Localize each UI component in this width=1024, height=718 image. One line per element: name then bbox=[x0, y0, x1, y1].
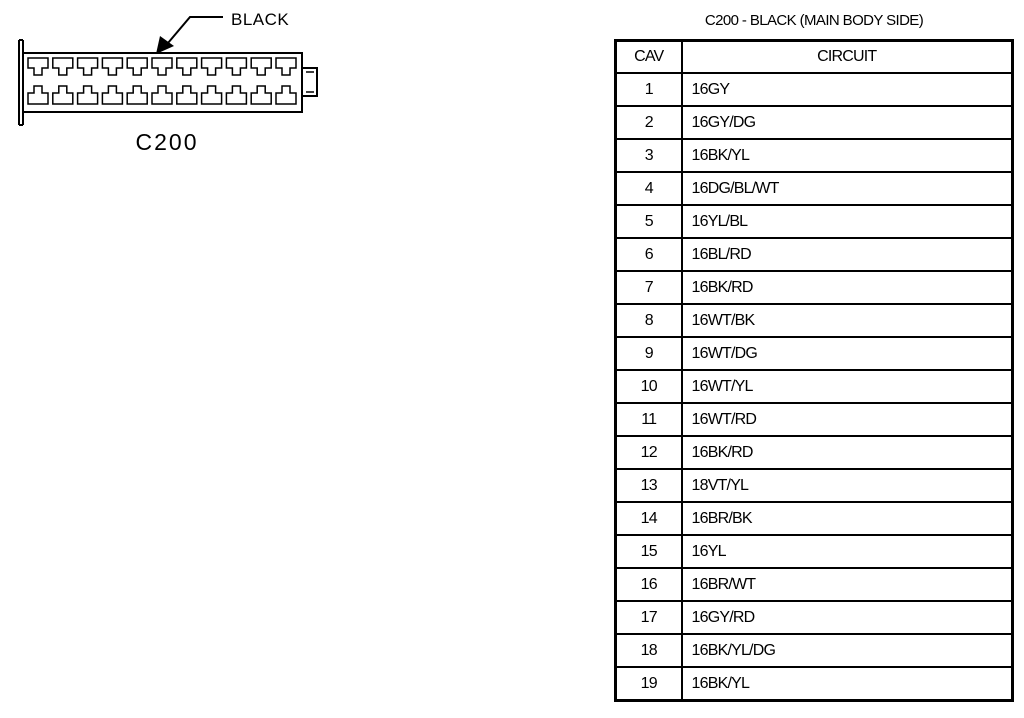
cavity-number: 4 bbox=[616, 172, 682, 205]
circuit-code: 16GY/DG bbox=[682, 106, 1013, 139]
table-row bbox=[616, 568, 1013, 601]
terminal-cavity bbox=[127, 58, 147, 75]
terminal-cavity bbox=[251, 58, 271, 75]
cavity-number: 18 bbox=[616, 634, 682, 667]
table-row bbox=[616, 238, 1013, 271]
table-row bbox=[616, 403, 1013, 436]
terminal-cavity bbox=[276, 86, 296, 104]
circuit-code: 16BK/YL bbox=[682, 139, 1013, 172]
circuit-code: 16BK/RD bbox=[682, 271, 1013, 304]
table-row bbox=[616, 469, 1013, 502]
table-row bbox=[616, 304, 1013, 337]
connector-diagram bbox=[0, 0, 330, 170]
cavity-number: 13 bbox=[616, 469, 682, 502]
circuit-code: 16GY bbox=[682, 73, 1013, 106]
cavity-number: 3 bbox=[616, 139, 682, 172]
terminal-cavity bbox=[53, 86, 73, 104]
column-header-circuit: CIRCUIT bbox=[682, 41, 1013, 74]
terminal-cavity bbox=[177, 86, 197, 104]
terminal-cavity bbox=[152, 58, 172, 75]
cavity-number: 10 bbox=[616, 370, 682, 403]
cavity-number: 11 bbox=[616, 403, 682, 436]
circuit-code: 16YL bbox=[682, 535, 1013, 568]
terminal-cavity bbox=[28, 86, 48, 104]
circuit-code: 16BR/BK bbox=[682, 502, 1013, 535]
leader-arrow bbox=[156, 17, 223, 54]
cavity-number: 6 bbox=[616, 238, 682, 271]
table-header-row bbox=[616, 41, 1013, 74]
cavity-number: 19 bbox=[616, 667, 682, 701]
terminal-cavity bbox=[102, 86, 122, 104]
table-row bbox=[616, 667, 1013, 701]
terminal-cavity bbox=[78, 58, 98, 75]
cavity-number: 15 bbox=[616, 535, 682, 568]
connector-color-label: BLACK bbox=[231, 10, 290, 29]
table-body bbox=[616, 73, 1013, 701]
table-title: C200 - BLACK (MAIN BODY SIDE) bbox=[704, 12, 924, 29]
table-row bbox=[616, 535, 1013, 568]
table-row bbox=[616, 601, 1013, 634]
circuit-code: 16BL/RD bbox=[682, 238, 1013, 271]
circuit-code: 16WT/BK bbox=[682, 304, 1013, 337]
table-row bbox=[616, 106, 1013, 139]
cavity-number: 2 bbox=[616, 106, 682, 139]
cavity-number: 17 bbox=[616, 601, 682, 634]
cavity-number: 9 bbox=[616, 337, 682, 370]
terminal-cavity bbox=[202, 58, 222, 75]
terminal-cavity bbox=[177, 58, 197, 75]
table-row bbox=[616, 634, 1013, 667]
terminal-cavity bbox=[78, 86, 98, 104]
circuit-code: 16BK/YL bbox=[682, 667, 1013, 701]
pinout-table bbox=[614, 39, 1014, 702]
table-row bbox=[616, 370, 1013, 403]
terminal-cavity bbox=[251, 86, 271, 104]
table-row bbox=[616, 172, 1013, 205]
circuit-code: 18VT/YL bbox=[682, 469, 1013, 502]
cavity-number: 1 bbox=[616, 73, 682, 106]
circuit-code: 16YL/BL bbox=[682, 205, 1013, 238]
table-row bbox=[616, 436, 1013, 469]
circuit-code: 16BR/WT bbox=[682, 568, 1013, 601]
circuit-code: 16BK/YL/DG bbox=[682, 634, 1013, 667]
table-row bbox=[616, 271, 1013, 304]
column-header-cav: CAV bbox=[616, 41, 682, 74]
cavity-number: 7 bbox=[616, 271, 682, 304]
terminal-cavity bbox=[276, 58, 296, 75]
connector-housing bbox=[19, 40, 317, 125]
cavity-number: 8 bbox=[616, 304, 682, 337]
table-row bbox=[616, 73, 1013, 106]
terminal-cavity bbox=[152, 86, 172, 104]
table-row bbox=[616, 337, 1013, 370]
terminal-cavity bbox=[53, 58, 73, 75]
table-row bbox=[616, 502, 1013, 535]
terminal-cavity bbox=[28, 58, 48, 75]
cavity-number: 12 bbox=[616, 436, 682, 469]
terminal-cavity bbox=[226, 58, 246, 75]
cavity-number: 16 bbox=[616, 568, 682, 601]
circuit-code: 16WT/YL bbox=[682, 370, 1013, 403]
circuit-code: 16GY/RD bbox=[682, 601, 1013, 634]
terminal-cavities bbox=[28, 58, 296, 104]
terminal-cavity bbox=[226, 86, 246, 104]
cavity-number: 14 bbox=[616, 502, 682, 535]
table-row bbox=[616, 205, 1013, 238]
terminal-cavity bbox=[202, 86, 222, 104]
connector-name-label: C200 bbox=[135, 129, 199, 155]
terminal-cavity bbox=[127, 86, 147, 104]
table-row bbox=[616, 139, 1013, 172]
circuit-code: 16DG/BL/WT bbox=[682, 172, 1013, 205]
circuit-code: 16WT/RD bbox=[682, 403, 1013, 436]
circuit-code: 16BK/RD bbox=[682, 436, 1013, 469]
circuit-code: 16WT/DG bbox=[682, 337, 1013, 370]
cavity-number: 5 bbox=[616, 205, 682, 238]
terminal-cavity bbox=[102, 58, 122, 75]
